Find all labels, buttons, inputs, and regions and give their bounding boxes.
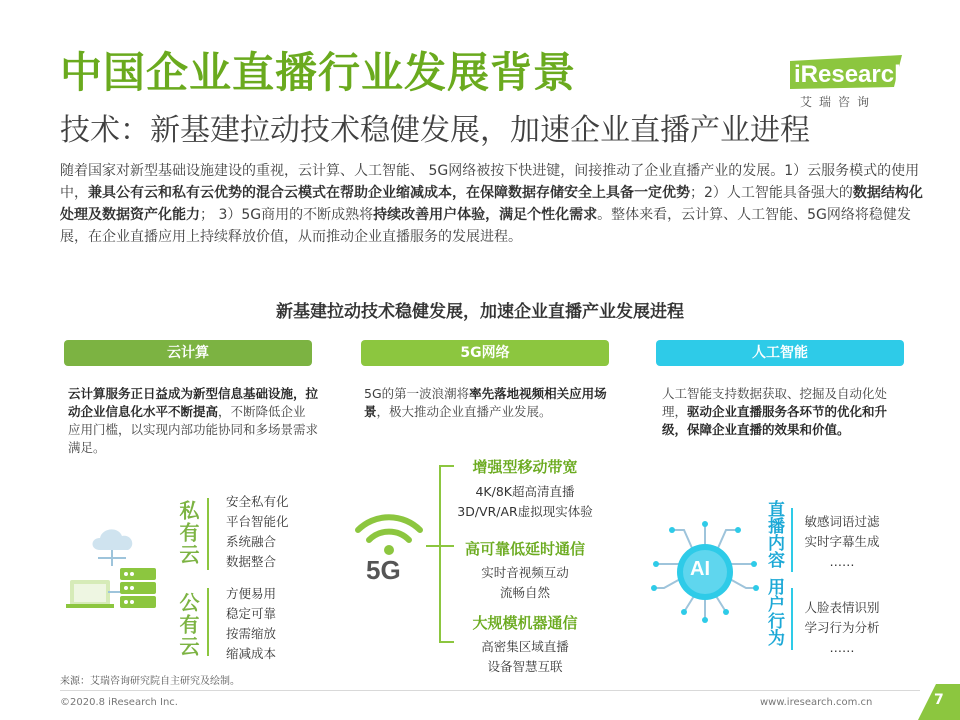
- feature-title: 增强型移动带宽: [472, 458, 578, 476]
- list-item: 安全私有化: [226, 494, 289, 509]
- list-item: 系统融合: [226, 534, 277, 549]
- list-item: 高密集区域直播: [481, 639, 569, 654]
- list-item: 设备智慧互联: [487, 659, 563, 674]
- intro-text-1: 随着国家对新型基础设施建设的重视，云计算、人工智能、 5G网络被按下快进键，间接推动了企业直播产业的发展。1）云服务模式的使用中，: [60, 163, 920, 201]
- ai-header: 人工智能: [656, 340, 904, 366]
- list-item: 流畅自然: [499, 585, 550, 600]
- 5g-feature-urllc: [440, 538, 610, 603]
- live-content-list: [800, 512, 884, 572]
- 5g-desc-pre: 5G的第一波浪潮将: [364, 386, 470, 401]
- intro-text-4: 。整体来看，云计算、人工智能、5G网络将稳健发展，在企业直播应用上持续释放价值，从而推动企业直播服务的发展进程。: [60, 207, 911, 245]
- public-cloud-list: [226, 584, 276, 664]
- 5g-description: [364, 385, 614, 421]
- 5g-desc-bold: 率先落地视频相关应用场景: [364, 386, 607, 419]
- feature-items: [440, 637, 610, 677]
- cloud-bracket-lines: [204, 492, 224, 662]
- list-item: 人脸表情识别: [804, 600, 880, 615]
- list-item: 按需缩放: [226, 626, 277, 641]
- page-subtitle: 技术：新基建拉动技术稳健发展，加速企业直播产业进程: [60, 113, 810, 148]
- list-item: 方便易用: [226, 586, 277, 601]
- list-item: 敏感词语过滤: [804, 514, 880, 529]
- ai-desc-bold: 驱动企业直播服务各环节的优化和升级，保障企业直播的效果和价值。: [662, 404, 888, 437]
- cloud-server-icon: [62, 518, 162, 618]
- website-link[interactable]: www.iresearch.com.cn: [760, 697, 873, 708]
- ai-bracket-lines: [788, 504, 798, 654]
- ai-icon-text: AI: [690, 558, 710, 580]
- private-cloud-list: [226, 492, 289, 572]
- source-note: 来源：艾瑞咨询研究院自主研究及绘制。: [60, 676, 240, 687]
- logo-cn-text: 艾瑞咨询: [800, 95, 877, 109]
- logo-text: iResearch: [794, 61, 909, 88]
- ai-desc-pre: 人工智能支持数据获取、挖掘及自动化处理，: [662, 386, 888, 419]
- list-item: ……: [829, 554, 855, 569]
- list-item: 实时音视频互动: [481, 565, 569, 580]
- private-cloud-label: 私有云: [176, 500, 200, 566]
- live-content-label: 直播内容: [764, 500, 784, 568]
- feature-items: [440, 563, 610, 603]
- feature-title: 大规模机器通信: [472, 614, 578, 632]
- feature-items: [440, 482, 610, 522]
- list-item: ……: [829, 640, 855, 655]
- cloud-header: 云计算: [64, 340, 312, 366]
- list-item: 数据整合: [226, 554, 277, 569]
- footer-divider: [60, 690, 920, 691]
- page-title: 中国企业直播行业发展背景: [60, 48, 577, 97]
- 5g-feature-mmtc: [440, 612, 610, 677]
- 5g-desc-rest: ，极大推动企业直播产业发展。: [376, 404, 552, 419]
- user-behavior-label: 用户行为: [764, 578, 784, 646]
- intro-bold-3: 持续改善用户体验，满足个性化需求: [373, 207, 598, 223]
- 5g-header: 5G网络: [361, 340, 609, 366]
- intro-text-2: ；2）人工智能具备强大的: [690, 185, 853, 201]
- feature-title: 高可靠低延时通信: [464, 540, 585, 558]
- diagram-title: 新基建拉动技术稳健发展，加速企业直播产业发展进程: [276, 302, 684, 322]
- list-item: 稳定可靠: [226, 606, 277, 621]
- 5g-icon-text: 5G: [366, 555, 401, 585]
- list-item: 实时字幕生成: [804, 534, 880, 549]
- list-item: 学习行为分析: [804, 620, 880, 635]
- list-item: 4K/8K超高清直播: [475, 484, 575, 499]
- intro-text-3: ； 3）5G商用的不断成熟将: [200, 207, 374, 223]
- copyright: ©2020.8 iResearch Inc.: [60, 697, 178, 708]
- user-behavior-list: [800, 598, 884, 658]
- iresearch-logo: [790, 55, 910, 115]
- page-number: 7: [934, 692, 944, 708]
- intro-bold-2: 数据结构化处理及数据资产化能力: [60, 185, 923, 223]
- cloud-description: [68, 385, 318, 457]
- list-item: 缩减成本: [226, 646, 277, 661]
- cloud-desc-bold: 云计算服务正日益成为新型信息基础设施，拉动企业信息化水平不断提高: [68, 386, 319, 419]
- intro-paragraph: [60, 160, 932, 248]
- public-cloud-label: 公有云: [176, 592, 200, 658]
- ai-description: [662, 385, 902, 439]
- 5g-feature-embb: [440, 456, 610, 522]
- list-item: 平台智能化: [226, 514, 289, 529]
- list-item: 3D/VR/AR虚拟现实体验: [457, 504, 593, 519]
- intro-bold-1: 兼具公有云和私有云优势的混合云模式在帮助企业缩减成本，在保障数据存储安全上具备一定优势: [88, 185, 690, 201]
- cloud-desc-rest: ，不断降低企业应用门槛，以实现内部功能协同和多场景需求满足。: [68, 404, 319, 455]
